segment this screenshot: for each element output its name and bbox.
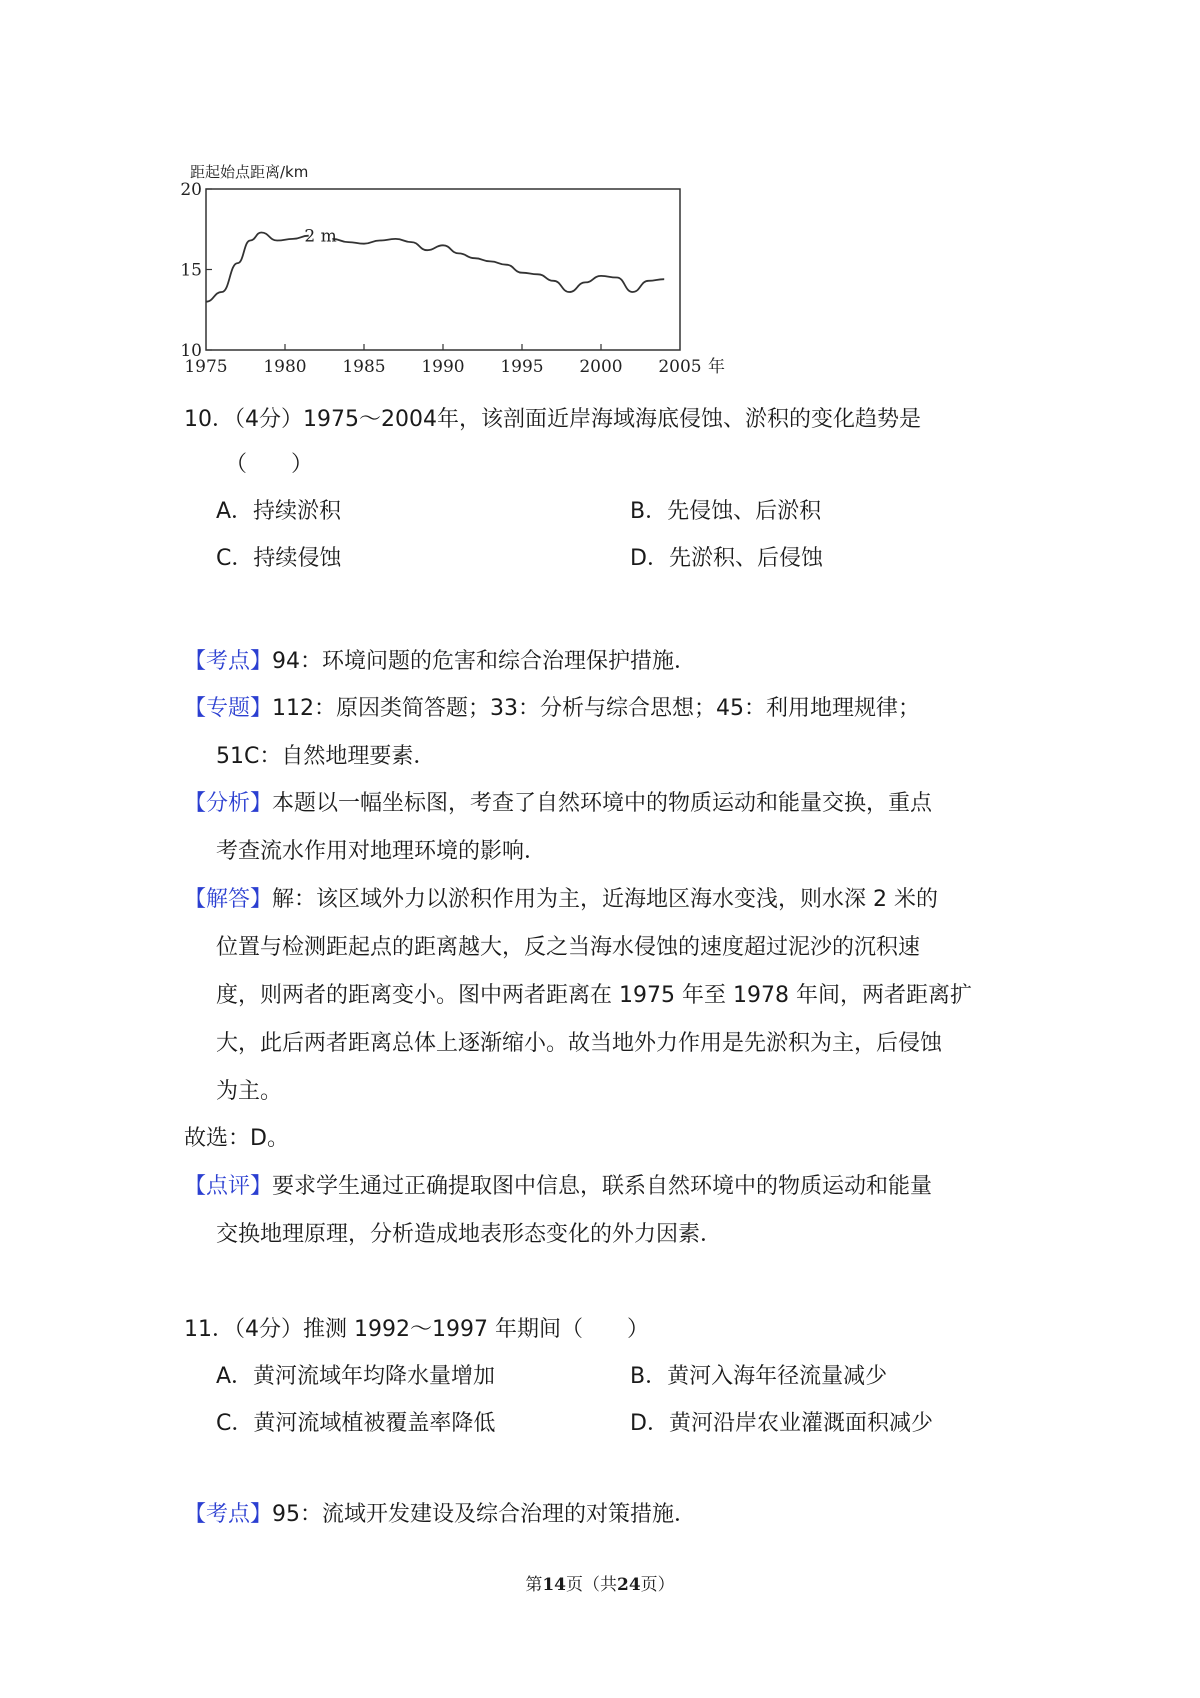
q11-option-b[interactable]: B．黄河入海年径流量减少 <box>630 1364 888 1389</box>
dianping-tag: 【点评】 <box>184 1174 273 1199</box>
distance-line-chart <box>180 155 740 395</box>
kaodian-tag: 【考点】 <box>184 649 273 674</box>
kaodian-tag-11: 【考点】 <box>184 1502 273 1527</box>
fenxi-text-2: 考查流水作用对地理环境的影响． <box>216 839 547 864</box>
series-label-2m: 2 m <box>304 226 337 247</box>
y-axis-title: 距起始点距离/km <box>190 163 309 181</box>
kaodian-text-11: 95：流域开发建设及综合治理的对策措施． <box>272 1502 697 1527</box>
plot-frame <box>206 189 680 350</box>
a11-kaodian <box>184 1500 696 1530</box>
x-tick-label-1985: 1985 <box>342 357 386 377</box>
fenxi-text-1: 本题以一幅坐标图，考查了自然环境中的物质运动和能量交换，重点 <box>272 791 933 816</box>
dianping-text-1: 要求学生通过正确提取图中信息，联系自然环境中的物质运动和能量 <box>272 1174 933 1199</box>
a10-zhuanti <box>184 694 920 724</box>
jieda-text-2: 位置与检测距起点的距离越大，反之当海水侵蚀的速度超过泥沙的沉积速 <box>216 935 921 960</box>
a10-fenxi <box>184 789 932 819</box>
y-tick-label-15: 15 <box>180 260 202 281</box>
q11-option-a[interactable]: A．黄河流域年均降水量增加 <box>216 1364 496 1389</box>
y-tick-label-10: 10 <box>180 341 202 361</box>
q10-option-a[interactable]: A．持续淤积 <box>216 499 342 524</box>
zhuanti-text-1: 112：原因类简答题；33：分析与综合思想；45：利用地理规律； <box>272 696 920 721</box>
x-tick-label-1990: 1990 <box>421 357 465 377</box>
fenxi-tag: 【分析】 <box>184 791 273 816</box>
x-tick-label-1980: 1980 <box>263 357 307 377</box>
a10-kaodian <box>184 647 696 677</box>
x-tick-label-1975: 1975 <box>184 357 228 377</box>
x-tick-label-2005: 2005 <box>658 357 702 377</box>
jieda-tag: 【解答】 <box>184 887 273 912</box>
series-line-2m-left <box>206 233 309 302</box>
footer-pre: 第 <box>525 1575 543 1595</box>
page-number: 14 <box>542 1575 566 1595</box>
q10-option-d[interactable]: D．先淤积、后侵蚀 <box>630 546 823 571</box>
jieda-text-1: 解：该区域外力以淤积作用为主，近海地区海水变浅，则水深 2 米的 <box>272 887 939 912</box>
footer-post: 页） <box>640 1575 675 1595</box>
chart-svg <box>180 155 740 395</box>
series-line-2m-right <box>332 239 664 292</box>
jieda-text-5: 为主。 <box>216 1079 283 1104</box>
q11-option-d[interactable]: D．黄河沿岸农业灌溉面积减少 <box>630 1411 933 1436</box>
a10-guxuan: 故选：D。 <box>184 1126 289 1151</box>
q10-blank: （ ） <box>225 452 314 477</box>
a10-dianping <box>184 1172 932 1202</box>
footer-mid: 页（共 <box>566 1575 617 1595</box>
q11-stem: 11．（4分）推测 1992～1997 年期间（ ） <box>184 1317 649 1342</box>
a10-jieda <box>184 885 938 915</box>
q10-option-b[interactable]: B．先侵蚀、后淤积 <box>630 499 822 524</box>
page-total: 24 <box>617 1575 641 1595</box>
q10-option-c[interactable]: C．持续侵蚀 <box>216 546 342 571</box>
jieda-text-3: 度，则两者的距离变小。图中两者距离在 1975 年至 1978 年间，两者距离扩 <box>216 983 972 1008</box>
zhuanti-text-2: 51C：自然地理要素． <box>216 744 436 769</box>
zhuanti-tag: 【专题】 <box>184 696 273 721</box>
q10-stem: 10．（4分）1975～2004年，该剖面近岸海域海底侵蚀、淤积的变化趋势是 <box>184 407 921 432</box>
x-tick-label-1995: 1995 <box>500 357 544 377</box>
q11-option-c[interactable]: C．黄河流域植被覆盖率降低 <box>216 1411 496 1436</box>
kaodian-text: 94：环境问题的危害和综合治理保护措施． <box>272 649 697 674</box>
page-footer <box>0 1570 1200 1595</box>
y-tick-label-20: 20 <box>180 180 202 200</box>
dianping-text-2: 交换地理原理，分析造成地表形态变化的外力因素． <box>216 1222 723 1247</box>
x-tick-label-2000: 2000 <box>579 357 623 377</box>
x-axis-unit: 年 <box>708 357 725 377</box>
jieda-text-4: 大，此后两者距离总体上逐渐缩小。故当地外力作用是先淤积为主，后侵蚀 <box>216 1031 943 1056</box>
